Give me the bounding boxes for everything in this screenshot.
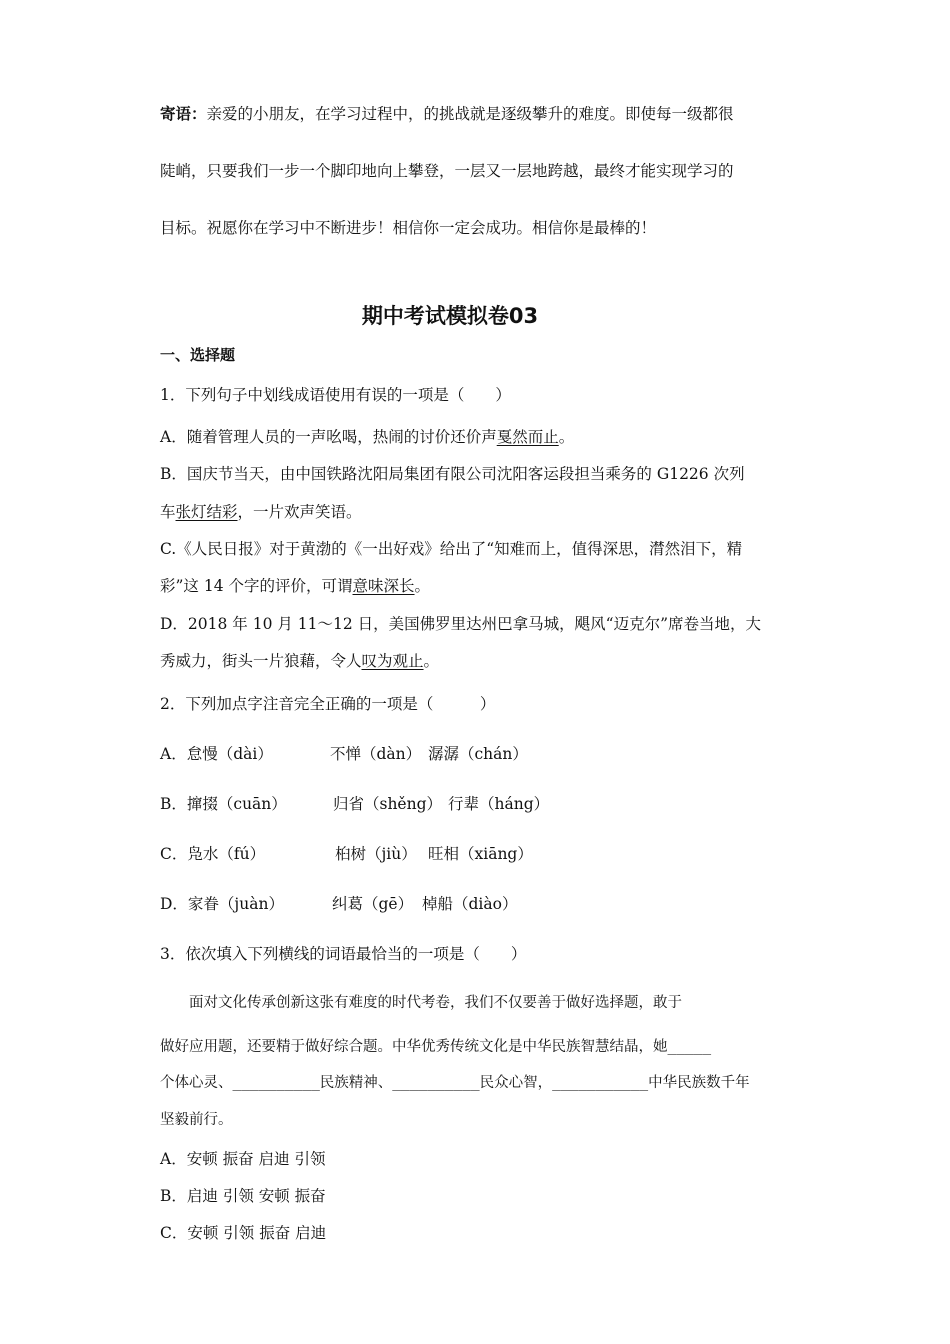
exam-title: 期中考试模拟卷03 [361,304,539,328]
q3-passage-line-2: 做好应用题，还要精于做好综合题。中华优秀传统文化是中华民族智慧结晶，她_____ [160,1039,712,1055]
q3-passage-line-3: 个体心灵、__________民族精神、__________民众心智，___________中华民族数千年 [160,1075,750,1091]
q1-b-underlined: 张灯结彩 [175,503,238,521]
q2-c-word-1: C．凫水（fú） [160,845,266,863]
q2-a-word-1: A．怠慢（dài） [160,745,273,763]
q1-a-end: 。 [558,428,575,446]
intro-lead: 寄语： [160,105,207,123]
intro-message [160,86,800,257]
q1-c-end: 。 [414,577,431,595]
q1-a-underlined: 戛然而止 [496,428,559,446]
q2-a-word-2: 不惮（dàn） [330,745,422,763]
intro-line-1 [160,86,800,143]
q1-option-d-line1: D．2018 年 10 月 11～12 日，美国佛罗里达州巴拿马城，飓风“迈克尔”席卷当地，大 [160,615,762,633]
q1-b-end: ，一片欢声笑语。 [237,503,362,521]
intro-text-1: 亲爱的小朋友，在学习过程中，的挑战就是逐级攀升的难度。即使每一级都很 [206,105,734,123]
q1-option-c-line1: C.《人民日报》对于黄渤的《一出好戏》给出了“知难而上，值得深思，潸然泪下，精 [160,540,743,558]
q2-option-b [160,792,790,814]
q1-c-underlined: 意味深长 [352,577,415,595]
intro-line-3: 目标。祝愿你在学习中不断进步！相信你一定会成功。相信你是最棒的！ [160,219,657,237]
section-heading: 一、选择题 [160,346,236,364]
q2-b-word-2: 归省（shěng） [333,795,443,813]
q1-d-underlined: 叹为观止 [361,652,424,670]
q1-option-c-line2 [160,574,430,596]
intro-line-2: 陡峭，只要我们一步一个脚印地向上攀登，一层又一层地跨越，最终才能实现学习的 [160,162,734,180]
q1-option-b-line1: B．国庆节当天，由中国铁路沈阳局集团有限公司沈阳客运段担当乘务的 G1226 次列 [160,465,745,483]
q1-option-a [160,425,574,447]
q3-option-a: A．安顿 振奋 启迪 引领 [160,1150,326,1168]
q1-d-end: 。 [423,652,440,670]
q1-b-text: 车 [160,503,176,521]
q2-d-word-2: 纠葛（gē） [332,895,414,913]
q2-c-word-3: 旺相（xiāng） [428,845,533,863]
q3-passage-line-4: 坚毅前行。 [160,1112,233,1128]
q2-option-d [160,892,790,914]
q1-option-b-line2 [160,500,362,522]
q2-option-c [160,842,790,864]
q2-d-word-1: D．家眷（juàn） [160,895,284,913]
q3-passage-line-1: 面对文化传承创新这张有难度的时代考卷，我们不仅要善于做好选择题，敢于 [160,995,682,1011]
q2-a-word-3: 潺潺（chán） [428,745,528,763]
q2-b-word-3: 行辈（háng） [448,795,550,813]
q1-option-d-line2 [160,649,439,671]
q3-stem: 3．依次填入下列横线的词语最恰当的一项是（ ） [160,945,527,963]
q3-option-c: C．安顿 引领 振奋 启迪 [160,1224,327,1242]
q2-c-word-2: 桕树（jiù） [335,845,417,863]
q1-c-text: 彩”这 14 个字的评价，可谓 [160,577,353,595]
q1-stem: 1．下列句子中划线成语使用有误的一项是（ ） [160,386,511,404]
q3-option-b: B．启迪 引领 安顿 振奋 [160,1187,326,1205]
q2-d-word-3: 棹船（diào） [422,895,518,913]
q1-a-text: A．随着管理人员的一声吆喝，热闹的讨价还价声 [160,428,497,446]
q2-b-word-1: B．撺掇（cuān） [160,795,287,813]
q2-stem: 2．下列加点字注音完全正确的一项是（ ） [160,695,496,713]
q2-option-a [160,742,790,764]
q1-d-text: 秀威力，街头一片狼藉，令人 [160,652,362,670]
